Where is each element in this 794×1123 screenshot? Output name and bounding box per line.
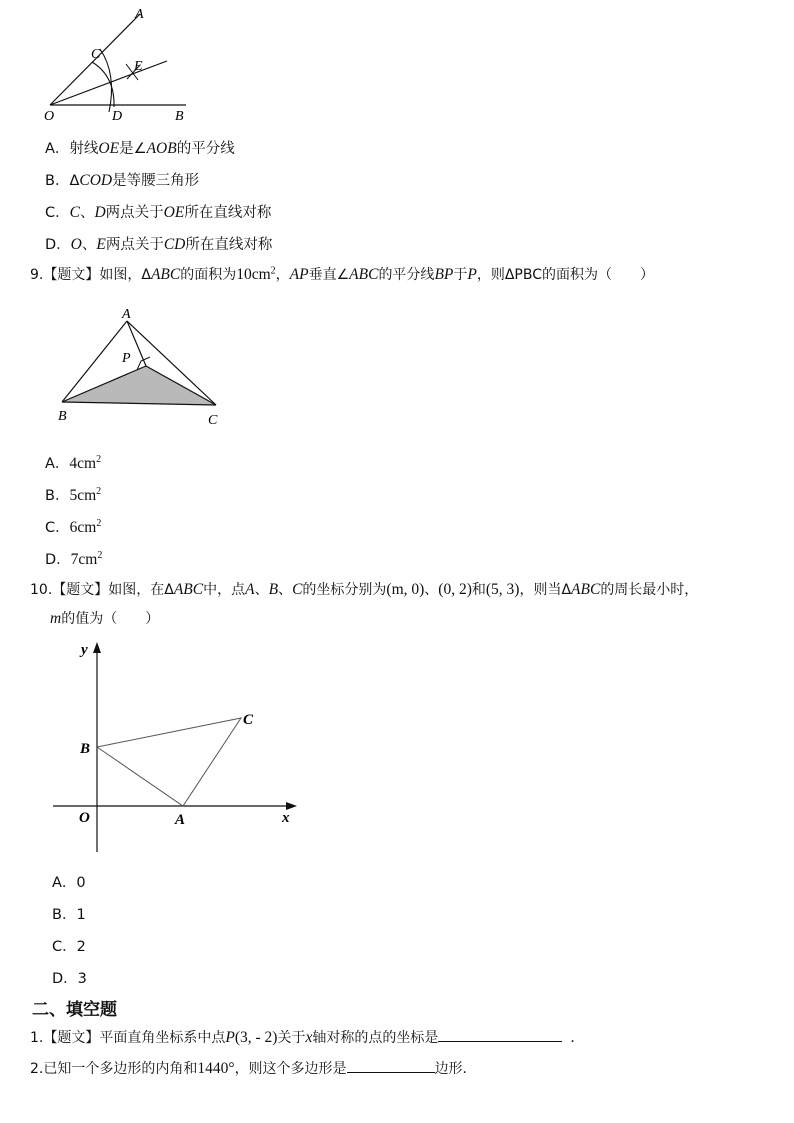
answer-blank[interactable] [438,1027,562,1042]
q9-figure [50,302,240,432]
question-number: 2. [30,1061,44,1077]
fill-question-2: 2.已知一个多边形的内角和1440°，则这个多边形是 边形． [30,1060,477,1077]
fig9-label-a: A [122,307,131,322]
fig8-label-c: C [91,47,101,62]
fig9-label-c: C [208,413,218,428]
question-number: 9. [30,267,44,283]
q8-option-b[interactable]: B．ΔCOD是等腰三角形 [45,172,200,189]
answer-blank[interactable] [347,1058,435,1073]
fig10-label-x: x [282,810,290,826]
option-letter: A． [45,141,70,157]
q9-stem: 9.【题文】如图，ΔABC的面积为$10cm^2$，AP垂直∠ABC的平分线BP于P，则ΔPBC的面积为（ ） [30,265,654,283]
q9-option-a[interactable]: A．$4cm^2$ [45,454,102,472]
option-letter: C． [52,939,77,955]
q10-stem-line2: m的值为（ ） [50,610,160,627]
question-number: 1. [30,1030,44,1046]
option-letter: B． [52,907,77,923]
q10-option-c[interactable]: C．2 [52,939,86,955]
option-letter: B． [45,173,70,189]
fig9-label-p: P [122,351,131,366]
fig8-label-e: E [134,59,143,74]
option-letter: B． [45,488,70,504]
fig10-label-o: O [79,810,90,826]
q10-option-d[interactable]: D．3 [52,971,87,987]
q8-figure [40,4,200,124]
option-letter: C． [45,520,70,536]
fill-question-1: 1.【题文】平面直角坐标系中点P(3, - 2)关于x轴对称的点的坐标是 ． [30,1029,585,1046]
fig10-label-a: A [175,812,186,828]
option-letter: C． [45,205,70,221]
fig10-label-b: B [80,741,91,757]
q9-option-c[interactable]: C．$6cm^2$ [45,518,102,536]
q10-option-a[interactable]: A．0 [52,875,86,891]
fig9-label-b: B [58,409,67,424]
fig8-label-a: A [135,7,144,22]
q8-option-c[interactable]: C．C、D两点关于OE所在直线对称 [45,204,272,221]
fig10-label-c: C [243,712,254,728]
question-number: 10. [30,582,53,598]
q10-stem-line1: 10.【题文】如图，在ΔABC中，点A、B、C的坐标分别为(m, 0)、(0, 2)和(5, 3)，则当ΔABC的周长最小时， [30,581,699,598]
fig8-label-o: O [44,109,55,124]
q10-figure [45,636,305,858]
fig8-label-b: B [175,109,184,124]
q8-option-a[interactable]: A．射线OE是∠AOB的平分线 [45,140,235,157]
option-letter: D． [45,237,71,253]
section-title: 二、填空题 [32,1000,117,1020]
q10-option-b[interactable]: B．1 [52,907,86,923]
q8-option-d[interactable]: D．O、E两点关于CD所在直线对称 [45,236,273,253]
q9-option-d[interactable]: D．$7cm^2$ [45,550,103,568]
fig10-label-y: y [81,642,88,658]
fig8-label-d: D [112,109,123,124]
q9-option-b[interactable]: B．$5cm^2$ [45,486,102,504]
option-letter: D． [45,552,71,568]
option-letter: A． [45,456,70,472]
option-letter: D． [52,971,78,987]
option-letter: A． [52,875,77,891]
